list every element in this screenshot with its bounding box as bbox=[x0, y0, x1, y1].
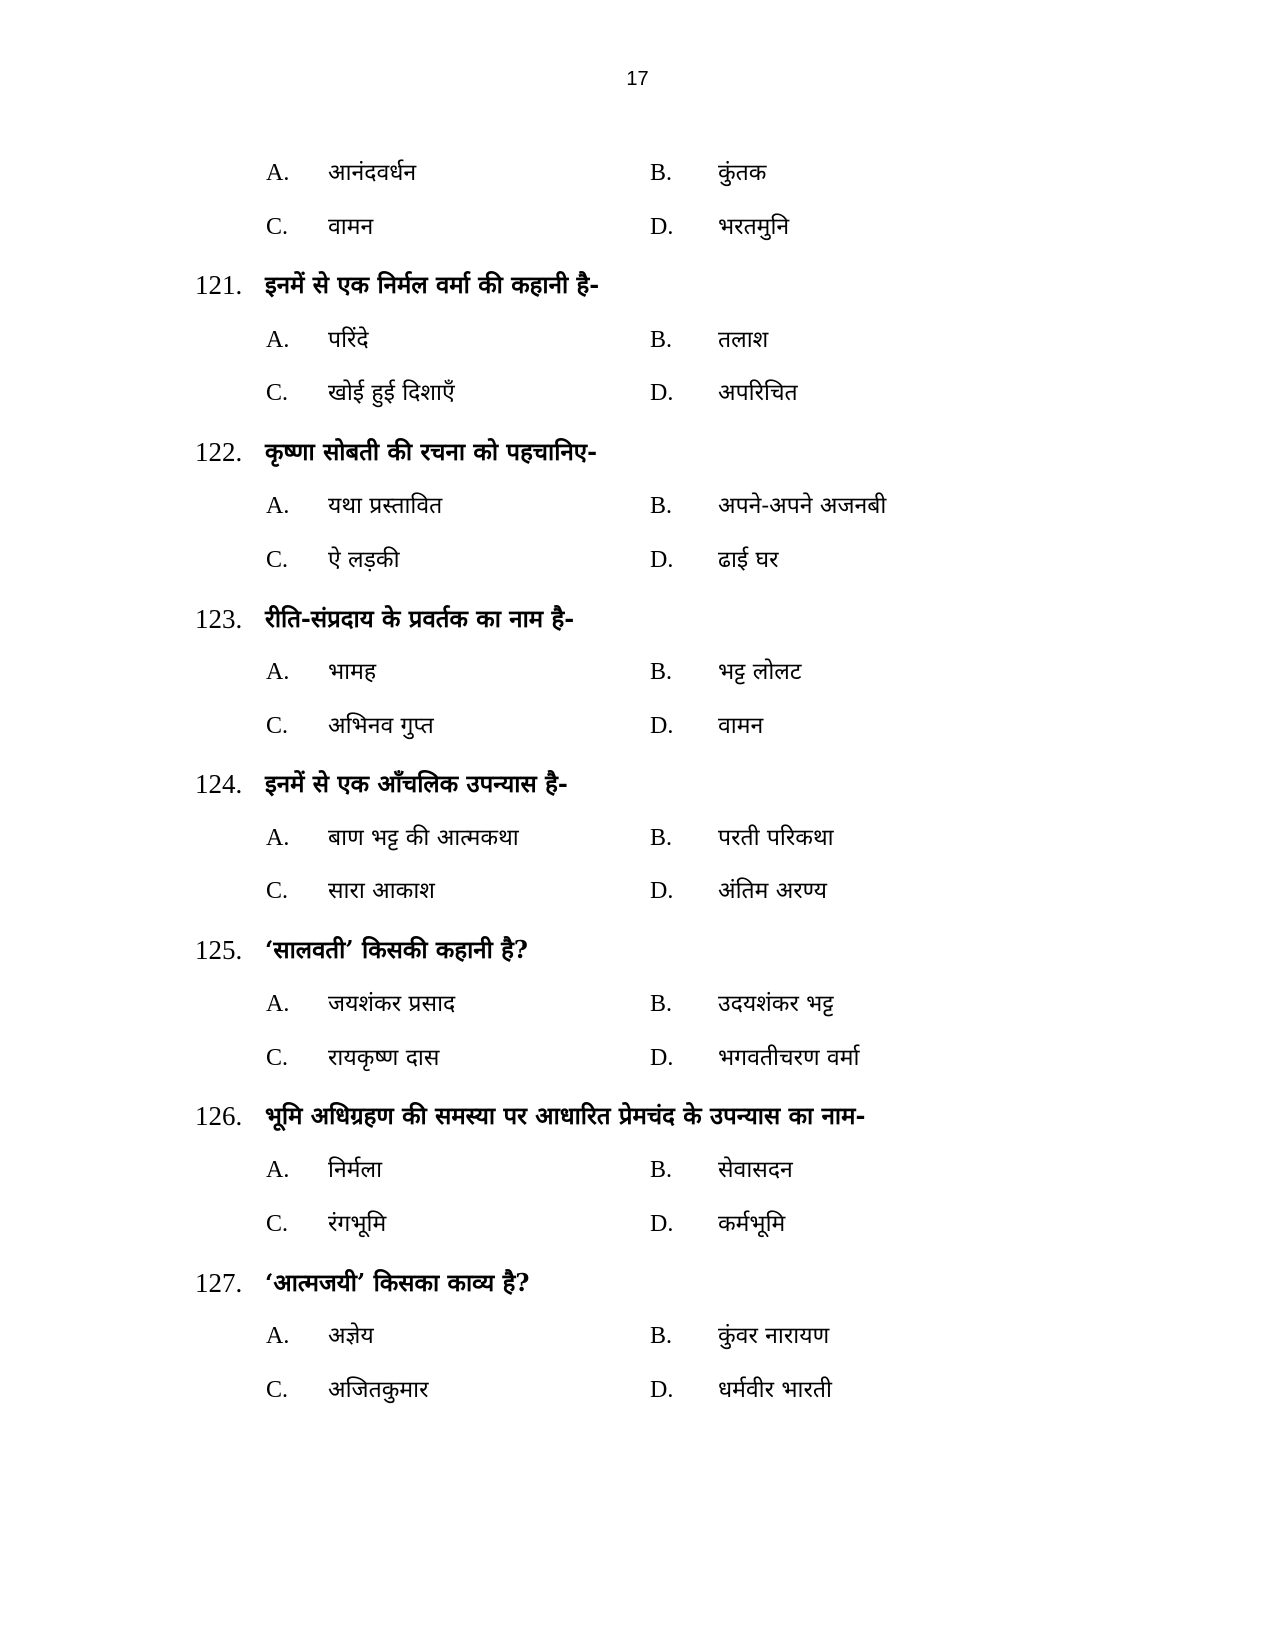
option-text: कुंवर नारायण bbox=[718, 1323, 830, 1349]
option-text: खोई हुई दिशाएँ bbox=[328, 380, 455, 406]
option-letter: A. bbox=[266, 493, 290, 519]
option-row bbox=[0, 652, 1275, 692]
option-row bbox=[0, 540, 1275, 580]
option-row bbox=[0, 1370, 1275, 1410]
option-row bbox=[0, 320, 1275, 360]
option-row bbox=[0, 1038, 1275, 1078]
option-text: परती परिकथा bbox=[718, 825, 834, 851]
question-text: इनमें से एक निर्मल वर्मा की कहानी है- bbox=[265, 270, 600, 299]
option-text: यथा प्रस्तावित bbox=[328, 493, 443, 519]
question-text: ‘सालवती’ किसकी कहानी है? bbox=[265, 935, 528, 964]
option-letter: C. bbox=[266, 547, 289, 573]
option-text: भगवतीचरण वर्मा bbox=[718, 1045, 860, 1071]
option-row bbox=[0, 373, 1275, 413]
question-121 bbox=[0, 263, 1275, 307]
option-text: उदयशंकर भट्ट bbox=[718, 991, 834, 1017]
option-letter: A. bbox=[266, 825, 290, 851]
option-text: वामन bbox=[328, 214, 374, 240]
option-letter: C. bbox=[266, 214, 289, 240]
question-text: कृष्णा सोबती की रचना को पहचानिए- bbox=[265, 437, 598, 466]
question-number: 124. bbox=[195, 769, 243, 799]
question-125 bbox=[0, 928, 1275, 972]
option-text: अपरिचित bbox=[718, 380, 798, 406]
question-124 bbox=[0, 762, 1275, 806]
option-text: आनंदवर्धन bbox=[328, 160, 417, 186]
option-row bbox=[0, 818, 1275, 858]
question-number: 123. bbox=[195, 604, 243, 634]
option-letter: D. bbox=[650, 1045, 674, 1071]
question-number: 121. bbox=[195, 270, 243, 300]
option-letter: B. bbox=[650, 825, 673, 851]
option-text: कुंतक bbox=[718, 160, 767, 186]
question-123 bbox=[0, 597, 1275, 641]
option-text: तलाश bbox=[718, 327, 769, 353]
option-letter: D. bbox=[650, 713, 674, 739]
option-letter: B. bbox=[650, 1157, 673, 1183]
option-text: ढाई घर bbox=[718, 547, 779, 573]
option-text: सारा आकाश bbox=[328, 878, 435, 904]
option-row bbox=[0, 207, 1275, 247]
option-letter: A. bbox=[266, 659, 290, 685]
option-letter: C. bbox=[266, 1377, 289, 1403]
option-row bbox=[0, 706, 1275, 746]
option-text: निर्मला bbox=[328, 1157, 383, 1183]
option-letter: A. bbox=[266, 991, 290, 1017]
option-text: अभिनव गुप्त bbox=[328, 713, 434, 739]
question-122 bbox=[0, 430, 1275, 474]
option-letter: B. bbox=[650, 327, 673, 353]
option-letter: D. bbox=[650, 878, 674, 904]
option-text: भामह bbox=[328, 659, 377, 685]
question-number: 126. bbox=[195, 1101, 243, 1131]
option-text: जयशंकर प्रसाद bbox=[328, 991, 456, 1017]
option-text: बाण भट्ट की आत्मकथा bbox=[328, 825, 519, 851]
option-letter: B. bbox=[650, 991, 673, 1017]
option-letter: C. bbox=[266, 878, 289, 904]
option-row bbox=[0, 984, 1275, 1024]
question-127 bbox=[0, 1261, 1275, 1305]
option-row bbox=[0, 871, 1275, 911]
option-row bbox=[0, 1316, 1275, 1356]
question-text: ‘आत्मजयी’ किसका काव्य है? bbox=[265, 1268, 530, 1297]
option-letter: B. bbox=[650, 659, 673, 685]
question-number: 127. bbox=[195, 1268, 243, 1298]
option-letter: A. bbox=[266, 1157, 290, 1183]
question-text: इनमें से एक आँचलिक उपन्यास है- bbox=[265, 769, 568, 798]
option-text: अंतिम अरण्य bbox=[718, 878, 827, 904]
option-text: भरतमुनि bbox=[718, 214, 790, 240]
option-letter: C. bbox=[266, 380, 289, 406]
question-text: रीति-संप्रदाय के प्रवर्तक का नाम है- bbox=[265, 604, 575, 633]
option-text: अज्ञेय bbox=[328, 1323, 374, 1349]
option-letter: A. bbox=[266, 160, 290, 186]
option-text: कर्मभूमि bbox=[718, 1211, 786, 1237]
page-number: 17 bbox=[626, 68, 649, 90]
option-letter: B. bbox=[650, 160, 673, 186]
option-letter: A. bbox=[266, 1323, 290, 1349]
option-letter: D. bbox=[650, 214, 674, 240]
option-row bbox=[0, 1150, 1275, 1190]
option-text: परिंदे bbox=[328, 327, 369, 353]
option-letter: D. bbox=[650, 547, 674, 573]
option-text: धर्मवीर भारती bbox=[718, 1377, 832, 1403]
option-letter: B. bbox=[650, 493, 673, 519]
option-text: अजितकुमार bbox=[328, 1377, 429, 1403]
option-letter: C. bbox=[266, 713, 289, 739]
option-text: ऐ लड़की bbox=[328, 547, 400, 573]
option-text: रंगभूमि bbox=[328, 1211, 387, 1237]
option-row bbox=[0, 153, 1275, 193]
question-number: 122. bbox=[195, 437, 243, 467]
option-letter: C. bbox=[266, 1045, 289, 1071]
option-letter: C. bbox=[266, 1211, 289, 1237]
question-126 bbox=[0, 1094, 1275, 1138]
option-row bbox=[0, 1204, 1275, 1244]
option-text: रायकृष्ण दास bbox=[328, 1045, 440, 1071]
option-letter: A. bbox=[266, 327, 290, 353]
question-number: 125. bbox=[195, 935, 243, 965]
option-letter: D. bbox=[650, 1211, 674, 1237]
option-text: अपने-अपने अजनबी bbox=[718, 493, 887, 519]
option-letter: B. bbox=[650, 1323, 673, 1349]
option-text: वामन bbox=[718, 713, 764, 739]
option-text: सेवासदन bbox=[718, 1157, 793, 1183]
option-letter: D. bbox=[650, 380, 674, 406]
option-letter: D. bbox=[650, 1377, 674, 1403]
option-row bbox=[0, 486, 1275, 526]
option-text: भट्ट लोलट bbox=[718, 659, 802, 685]
question-text: भूमि अधिग्रहण की समस्या पर आधारित प्रेमचंद के उपन्यास का नाम- bbox=[265, 1101, 866, 1130]
